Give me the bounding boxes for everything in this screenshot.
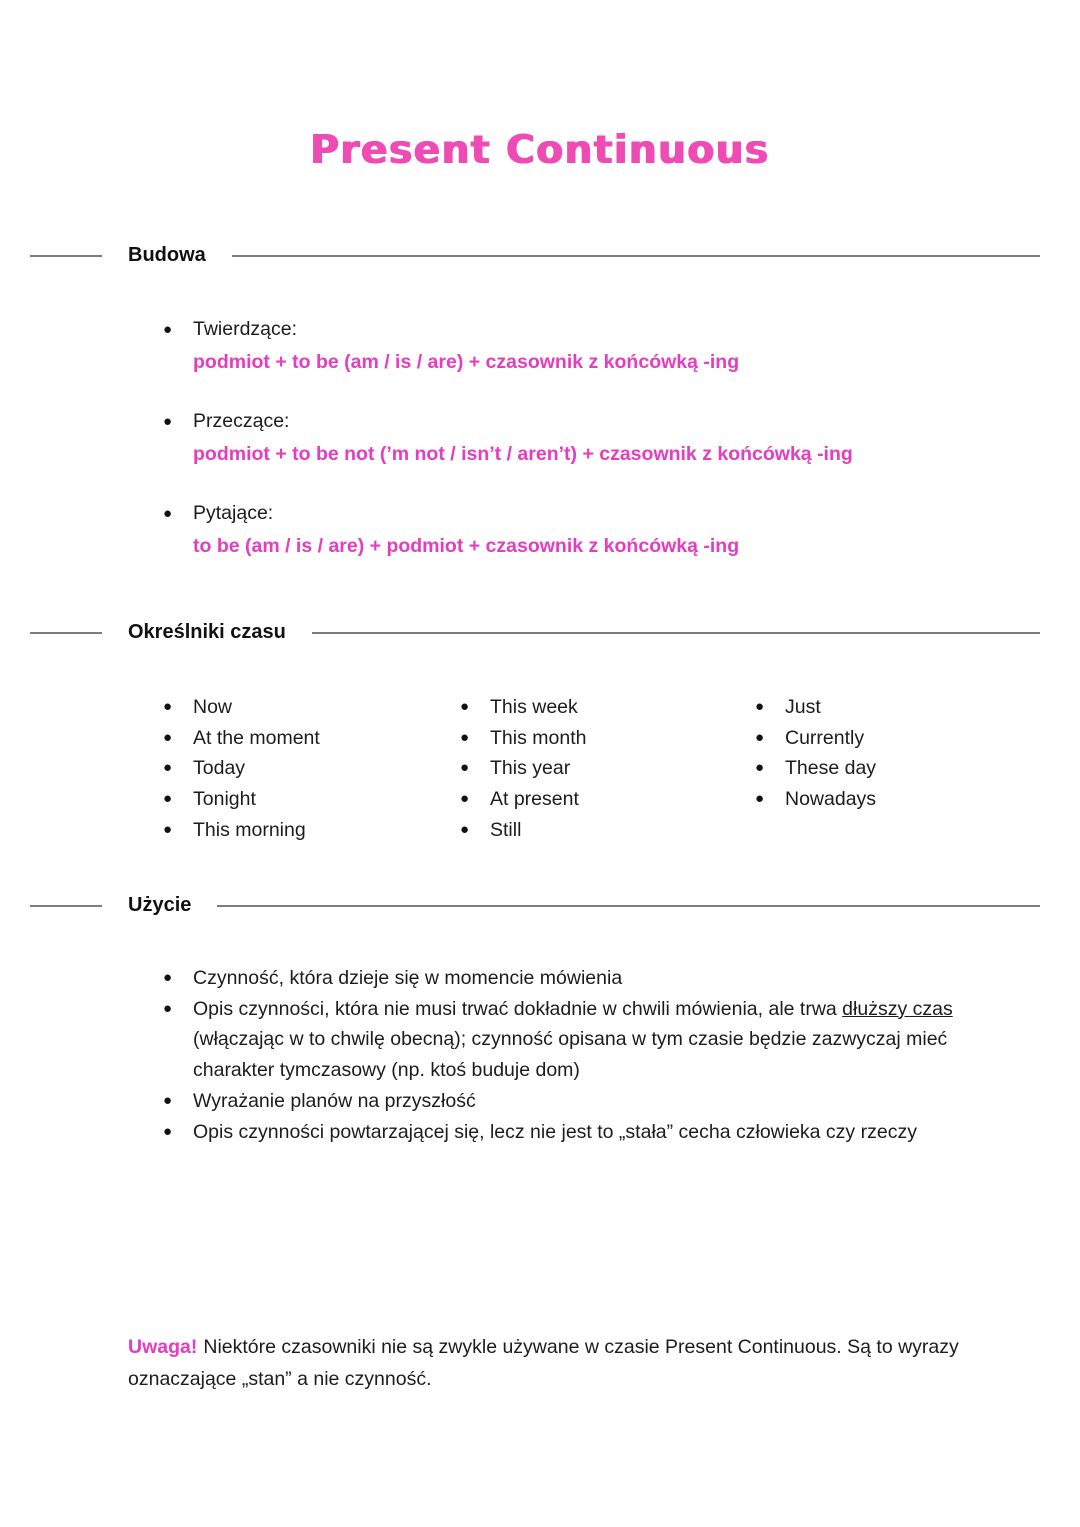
usage-item-3 (163, 1086, 963, 1117)
usage-item-2 (163, 994, 963, 1086)
usage-item-text: Opis czynności powtarzającej się, lecz nie jest to „stała” cecha człowieka czy rzeczy (193, 1120, 917, 1143)
section-heading-budowa: Budowa (128, 244, 206, 266)
budowa-item-label: Twierdzące: (193, 318, 298, 340)
list-item-label: Today (193, 757, 246, 780)
list-item (460, 692, 586, 723)
bullet-icon: ● (460, 759, 470, 777)
list-item (755, 753, 876, 784)
divider-line-right (312, 632, 1040, 634)
list-item-label: Now (193, 696, 233, 718)
usage-item-text-pre: Opis czynności, która nie musi trwać dokładnie w chwili mówienia, ale trwa (193, 997, 843, 1020)
bullet-icon: ● (460, 698, 470, 715)
bullet-icon: ● (163, 1091, 173, 1109)
divider-line-left (30, 255, 102, 257)
list-item (460, 815, 586, 846)
bullet-icon: ● (163, 321, 173, 338)
list-item-label: Still (490, 818, 522, 841)
list-item (163, 723, 320, 754)
section-header-uzycie (0, 894, 1080, 917)
list-item-label: This week (490, 696, 578, 718)
budowa-formula-affirmative: podmiot + to be (am / is / are) + czasownik z końcówką -ing (193, 351, 740, 373)
time-expressions-column-2 (460, 692, 586, 846)
bullet-icon: ● (460, 790, 470, 808)
list-item-label: This month (490, 726, 587, 749)
bullet-icon: ● (755, 790, 765, 808)
list-item-label: Currently (785, 726, 865, 749)
bullet-icon: ● (755, 759, 765, 777)
list-item (163, 815, 320, 846)
time-expressions-column-1 (163, 692, 320, 846)
divider-line-left (30, 905, 102, 907)
bullet-icon: ● (163, 759, 173, 777)
list-item-label: These day (785, 757, 877, 780)
usage-item-text (193, 994, 961, 1086)
note-paragraph (128, 1331, 973, 1395)
bullet-icon: ● (460, 820, 470, 838)
list-item-label: Tonight (193, 788, 256, 811)
section-heading-okreslniki: Określniki czasu (128, 621, 286, 643)
usage-item-text: Czynność, która dzieje się w momencie mówienia (193, 967, 623, 989)
budowa-formula-negative: podmiot + to be not (’m not / isn’t / aren’t) + czasownik z końcówką -ing (193, 443, 853, 465)
bullet-icon: ● (163, 698, 173, 715)
divider-line-right (232, 255, 1040, 257)
list-item-label: This morning (193, 818, 306, 841)
budowa-item-label: Przeczące: (193, 410, 290, 432)
note-text: Niektóre czasowniki nie są zwykle używane w czasie Present Continuous. Są to wyrazy oznaczające „stan” a nie czynność. (128, 1336, 959, 1390)
budowa-item-negative (163, 405, 1023, 471)
list-item (460, 723, 586, 754)
usage-item-underlined-text: dłuższy czas (842, 997, 953, 1020)
list-item (460, 753, 586, 784)
list-item (755, 723, 876, 754)
usage-item-text-post: (włączając w to chwilę obecną); czynność opisana w tym czasie będzie zazwyczaj mieć charakter tymczasowy (np. ktoś buduje dom) (193, 1028, 948, 1082)
section-heading-uzycie: Użycie (128, 894, 192, 916)
divider-line-left (30, 632, 102, 634)
list-item (755, 692, 876, 723)
bullet-icon: ● (460, 728, 470, 746)
list-item-label: Just (785, 696, 821, 718)
budowa-item-interrogative (163, 497, 1023, 563)
budowa-formula-interrogative: to be (am / is / are) + podmiot + czasownik z końcówką -ing (193, 535, 740, 557)
list-item (755, 784, 876, 815)
bullet-icon: ● (163, 820, 173, 838)
bullet-icon: ● (755, 698, 765, 715)
list-item (163, 753, 320, 784)
budowa-item-label: Pytające: (193, 502, 274, 524)
list-item-label: This year (490, 757, 571, 780)
usage-list (163, 963, 963, 1147)
bullet-icon: ● (163, 413, 173, 430)
bullet-icon: ● (163, 790, 173, 808)
usage-item-1 (163, 963, 963, 994)
divider-line-right (217, 905, 1040, 907)
bullet-icon: ● (163, 1122, 173, 1140)
bullet-icon: ● (163, 728, 173, 746)
list-item-label: At present (490, 788, 579, 811)
list-item (460, 784, 586, 815)
list-item-label: At the moment (193, 726, 320, 749)
bullet-icon: ● (163, 999, 173, 1017)
list-item (163, 692, 320, 723)
page-title: Present Continuous (310, 128, 770, 173)
section-header-budowa (0, 244, 1080, 267)
list-item (163, 784, 320, 815)
usage-item-text: Wyrażanie planów na przyszłość (193, 1089, 476, 1112)
section-header-okreslniki (0, 621, 1080, 644)
note-label: Uwaga! (128, 1336, 198, 1358)
bullet-icon: ● (163, 969, 173, 986)
usage-item-4 (163, 1117, 963, 1148)
time-expressions-column-3 (755, 692, 876, 815)
list-item-label: Nowadays (785, 788, 877, 811)
bullet-icon: ● (163, 505, 173, 522)
budowa-item-affirmative (163, 313, 1023, 379)
bullet-icon: ● (755, 728, 765, 746)
